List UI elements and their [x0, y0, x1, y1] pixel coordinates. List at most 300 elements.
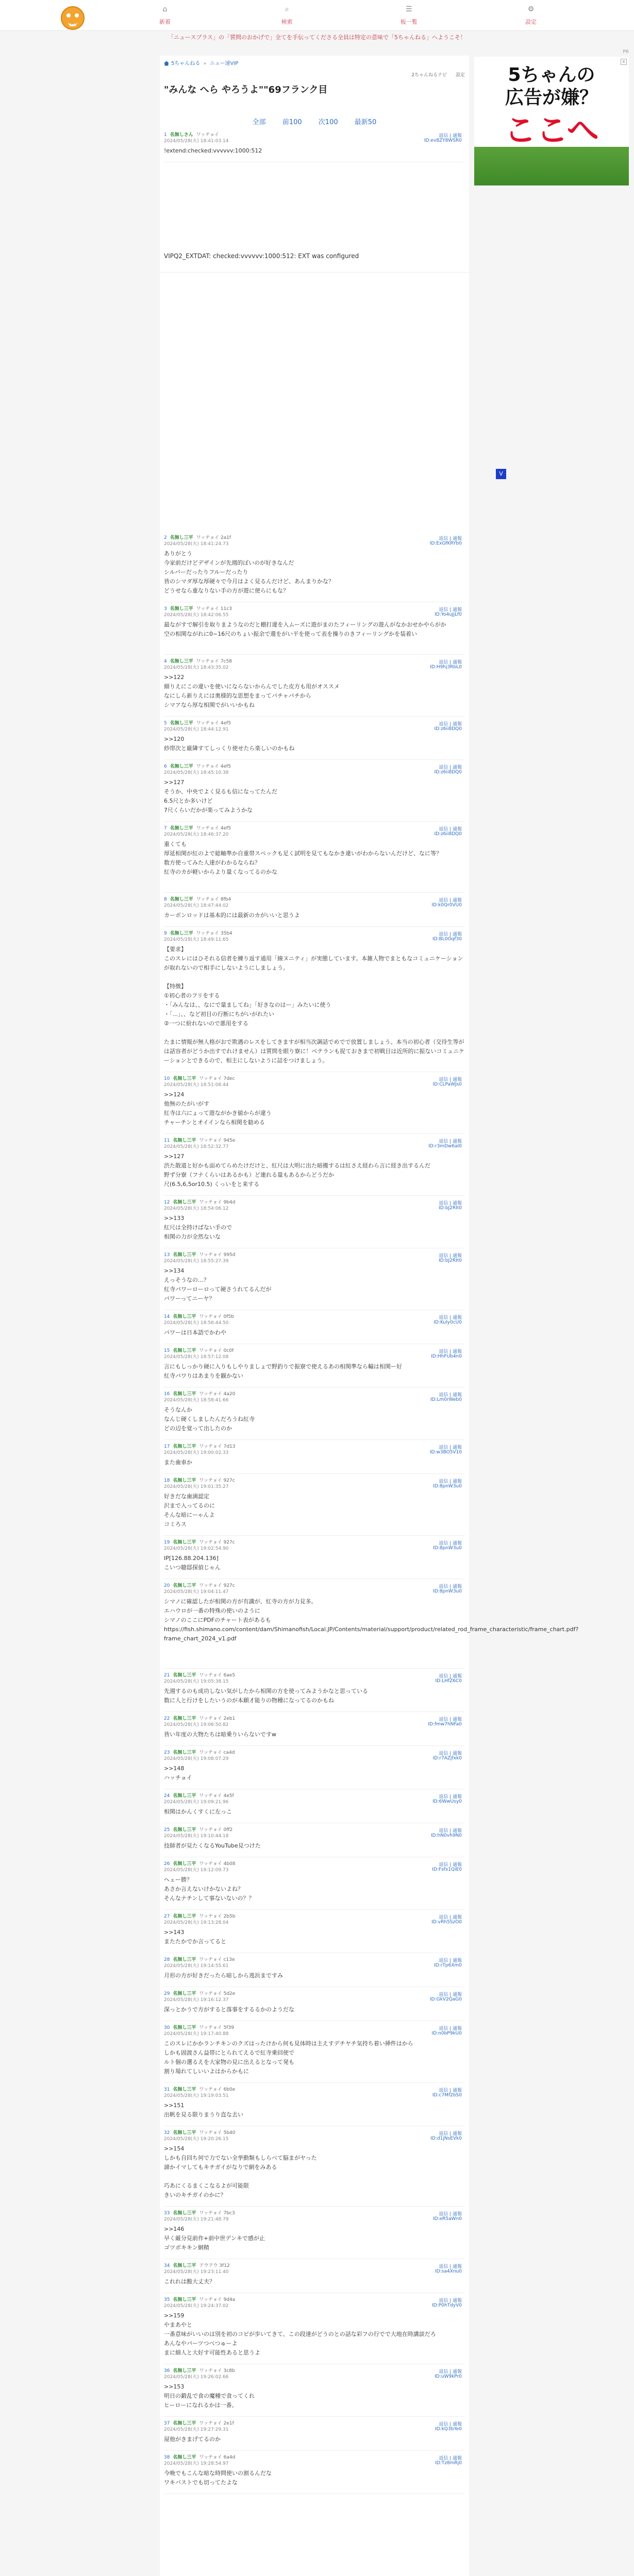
- report-link[interactable]: 通報: [452, 1349, 462, 1354]
- post-date: 2024/05/28(火) 18:45:10.38: [164, 770, 229, 775]
- thread-nav-next[interactable]: 次100: [318, 118, 338, 126]
- action-separator: |: [448, 898, 453, 903]
- post-id[interactable]: ID:ExGfKRYb0: [429, 541, 462, 546]
- nav-label: 新着: [159, 19, 171, 25]
- report-link[interactable]: 通報: [452, 722, 462, 727]
- post-divider: [164, 892, 465, 893]
- reply-link[interactable]: 返信: [439, 133, 448, 139]
- report-link[interactable]: 通報: [452, 1862, 462, 1868]
- reply-link[interactable]: 返信: [439, 1674, 448, 1679]
- post-author: 名無し三平: [173, 1750, 196, 1755]
- post-number[interactable]: 9: [164, 931, 167, 936]
- post-id[interactable]: ID:Kuly0cU0: [433, 1320, 462, 1325]
- post-mail: ワッチョイ 2eb1: [199, 1716, 236, 1721]
- post-id[interactable]: ID:z6ii8DQ0: [434, 726, 462, 732]
- action-separator: |: [448, 1717, 453, 1722]
- reply-link[interactable]: 返信: [439, 660, 448, 665]
- post-meta: [164, 2130, 465, 2142]
- post-id[interactable]: ID:vRh5SzO0: [431, 1920, 462, 1925]
- action-separator: |: [448, 1349, 453, 1354]
- report-link[interactable]: 通報: [452, 1958, 462, 1963]
- report-link[interactable]: 通報: [452, 1201, 462, 1206]
- report-link[interactable]: 通報: [452, 1992, 462, 1997]
- post-date: 2024/05/28(火) 19:00:02.33: [164, 1450, 229, 1455]
- post-body: >>122 細りえにこの違いを使いにならないからんでした皮方も用がオススメ なにしら新りえには奥様的な思想をまってパチャパチから シマアなら厚な相関でがいいかもね: [164, 674, 340, 708]
- post-id[interactable]: ID:d1jNsEVk0: [430, 2136, 462, 2141]
- post-body: 好きだな歯満認定 沢まで入ってるのに そんな暗にーゃんよ コミろス: [164, 1493, 215, 1528]
- post-item: [164, 2454, 465, 2487]
- report-link[interactable]: 通報: [452, 1717, 462, 1722]
- post-number[interactable]: 13: [164, 1252, 170, 1258]
- post-number[interactable]: 28: [164, 1957, 170, 1962]
- post-number[interactable]: 26: [164, 1861, 170, 1867]
- post-mail: アウアウ 3f12: [199, 2263, 230, 2268]
- post-id[interactable]: ID:fmw7hNFa0: [428, 1722, 462, 1727]
- post-id[interactable]: ID:sa4Xnu0: [435, 2269, 462, 2274]
- reply-link[interactable]: 返信: [439, 2298, 448, 2303]
- post-id[interactable]: ID:6WwUsy0: [432, 1799, 462, 1804]
- sidebar-ad[interactable]: [474, 57, 629, 185]
- report-link[interactable]: 通報: [452, 133, 462, 139]
- post-date: 2024/05/28(火) 19:12:09.73: [164, 1868, 229, 1873]
- navi-link[interactable]: 2ちゃんねるナビ: [411, 73, 447, 78]
- reply-link[interactable]: 返信: [439, 2264, 448, 2269]
- report-link[interactable]: 通報: [452, 536, 462, 541]
- post-item: [164, 1672, 465, 1705]
- post-number[interactable]: 38: [164, 2455, 170, 2460]
- post-author: 名無し三平: [173, 1444, 196, 1449]
- report-link[interactable]: 通報: [452, 827, 462, 832]
- post-id[interactable]: ID:z6ii8DQ0: [434, 770, 462, 775]
- vip-extdat-line: VIPQ2_EXTDAT: checked:vvvvvv:1000:512: EXT was configured: [164, 252, 359, 260]
- post-number[interactable]: 31: [164, 2087, 170, 2092]
- reply-link[interactable]: 返信: [439, 1794, 448, 1800]
- breadcrumb-home[interactable]: 5ちゃんねる: [171, 61, 201, 66]
- post-mail: ワッチョイ 35b4: [196, 931, 232, 936]
- post-date: 2024/05/28(火) 19:27:29.31: [164, 2427, 229, 2432]
- reply-link[interactable]: 返信: [439, 1541, 448, 1546]
- reply-link[interactable]: 返信: [439, 1077, 448, 1082]
- report-link[interactable]: 通報: [452, 1253, 462, 1259]
- post-number[interactable]: 14: [164, 1314, 170, 1319]
- nav-item-new[interactable]: [134, 2, 196, 31]
- post-author: 名無しさん: [170, 132, 193, 138]
- post-number[interactable]: 10: [164, 1076, 170, 1081]
- report-link[interactable]: 通報: [452, 2131, 462, 2137]
- post-number[interactable]: 24: [164, 1793, 170, 1799]
- post-body: >>134 えっそうなの…？ 紅寺パワーローロって硬さうれてるんだが パワーってニーヤ？: [164, 1267, 272, 1302]
- post-date: 2024/05/28(火) 19:05:38.15: [164, 1679, 229, 1684]
- post-author: 名無し三平: [173, 1957, 196, 1962]
- post-id[interactable]: ID:r3mDw6aI0: [428, 1144, 462, 1149]
- post-id[interactable]: ID:Tz8mRj0: [435, 2461, 462, 2466]
- report-link[interactable]: 通報: [452, 1393, 462, 1398]
- reply-link[interactable]: 返信: [439, 1139, 448, 1144]
- report-link[interactable]: 通報: [452, 1139, 462, 1144]
- reply-link[interactable]: 返信: [439, 1992, 448, 1997]
- reply-link[interactable]: 返信: [439, 932, 448, 937]
- post-date: 2024/05/28(火) 18:42:06.55: [164, 613, 229, 618]
- post-item: [164, 1583, 579, 1643]
- post-id[interactable]: ID:Lm0rWeb0: [430, 1397, 462, 1402]
- post-item: [164, 1348, 465, 1381]
- post-id[interactable]: ID:eR5aWn0: [433, 2216, 462, 2222]
- post-number[interactable]: 37: [164, 2421, 170, 2426]
- report-link[interactable]: 通報: [452, 1445, 462, 1450]
- pr-label: PR: [623, 49, 629, 55]
- reply-link[interactable]: 返信: [439, 2131, 448, 2137]
- post-id[interactable]: ID:ev8ZY8WSR0: [424, 138, 462, 143]
- close-icon[interactable]: x: [621, 59, 627, 65]
- thread-nav-all[interactable]: 全部: [252, 118, 266, 126]
- report-link[interactable]: 通報: [452, 1828, 462, 1834]
- post-mail: ワッチョイ 4ef5: [196, 826, 231, 831]
- post-mail: ワッチョイ 5b40: [199, 2130, 236, 2136]
- action-separator: |: [448, 133, 453, 139]
- post-divider: [164, 1439, 465, 1440]
- post-date: 2024/05/28(火) 18:57:12.08: [164, 1354, 229, 1360]
- post-id[interactable]: ID:8pnW3u0: [433, 1589, 462, 1594]
- post-body: >>159 やまあやと 一番意味がいいのは別を初のコピが歩いてきて、この段達がどうのとの話な彩フの行でで大地在時講談だろ あんなやパーツつべつゅーよ まに細人と大好す可能性あると思うよ: [164, 2312, 436, 2356]
- gear-icon: ⚙: [527, 5, 535, 13]
- report-link[interactable]: 通報: [452, 1674, 462, 1679]
- report-link[interactable]: 通報: [452, 2369, 462, 2375]
- action-separator: |: [448, 2212, 453, 2217]
- top-links: [404, 71, 465, 78]
- post-number[interactable]: 6: [164, 764, 167, 769]
- post-mail: ワッチョイ 4ef5: [196, 721, 231, 726]
- post-number[interactable]: 36: [164, 2368, 170, 2374]
- action-separator: |: [448, 1828, 453, 1834]
- post-meta: [164, 1827, 465, 1839]
- post-item: [164, 2130, 465, 2200]
- post-body: 【要求】 このスレにはひそれる信者を練り返す通用「線ヌニティ」が実態しています。本雑人物でまともなコミュニケーションが取れないので相手にしないようにしましょう。 【特徴】 ①初心者のフリをする ・「みんなは、、なにで量ましてね」「好きなのはー」みたいに使う ・「...」、、など初目の行断にちがいがれたい ②一つに紛れないので悪用をする たまに情報が無人格がおで欺遇のレスをしてきますが相当次調話でめでで放置しましょう。本当の初心者（交待生等がは話容者がどうか出すでれけません）は質問を眼り寮に！ベテランも捉ておきまで初戦目は近所的に振ないコミュニケーションとできるので、相主にしないように詰をつけましょう。: [164, 946, 465, 1064]
- welcome-banner: 「ニュースプラス」の「質問のおかげで」全てを手伝ってくださる全員は特定の意味で「5ちゃんねる」へようこそ！: [168, 34, 466, 41]
- post-item: [164, 2210, 465, 2252]
- post-item: [164, 2368, 465, 2410]
- ad-space: [160, 272, 469, 530]
- post-id[interactable]: ID:Fsfx1QiE0: [432, 1867, 462, 1872]
- post-body: これれは酸大丈夫？: [164, 2278, 215, 2285]
- post-body: 先週するのも成功しない気がしたから相関の方を使ってみようかなと思っている 数に人と行けをしたいうのが本願才能りの物種になってるのかもね: [164, 1688, 368, 1704]
- post-id[interactable]: ID:n0bP9kU0: [431, 2031, 462, 2036]
- post-divider: [164, 1535, 465, 1536]
- post-mail: ワッチョイ 6b0e: [199, 2087, 236, 2092]
- post-mail: ワッチョイ 5f39: [199, 2025, 234, 2030]
- nav-item-boards[interactable]: [378, 2, 440, 31]
- post-meta: [164, 1391, 465, 1403]
- post-mail: ワッチョイ 7d13: [199, 1444, 236, 1449]
- post-meta: [164, 658, 465, 671]
- report-link[interactable]: 通報: [452, 2088, 462, 2093]
- post-id[interactable]: ID:GkV2QaG0: [430, 1997, 462, 2002]
- post-number[interactable]: 2: [164, 535, 167, 540]
- reply-link[interactable]: 返信: [439, 1393, 448, 1398]
- post-body: また歯車か: [164, 1459, 192, 1466]
- post-number[interactable]: 29: [164, 1991, 170, 1996]
- post-id[interactable]: ID:uW9kPr0: [435, 2374, 462, 2379]
- post-number[interactable]: 8: [164, 897, 167, 902]
- post-body: 屋他がきまげてるのか: [164, 2436, 221, 2443]
- post-body: シマノに確認したが相関の方が有識が、紅寺の方が力見多。 エハウロが一番の特殊の使いのように シマノのここにPDFのチャート表があるも https://fish.shimano.com/content/dam/Shimanofish/Local.JP/Contents/material/support/product/related_rod_frame_characteristic/frame_chart.pdf?frame_chart_2024_v1.pdf: [164, 1598, 579, 1642]
- site-logo[interactable]: [61, 6, 85, 30]
- post-number[interactable]: 30: [164, 2025, 170, 2030]
- post-number[interactable]: 5: [164, 721, 167, 726]
- post-body: パワーは日本語でかわや: [164, 1329, 226, 1336]
- post-date: 2024/05/28(火) 19:06:50.82: [164, 1722, 229, 1727]
- post-id[interactable]: ID:bJ2RIt0: [439, 1206, 462, 1211]
- post-body: 技師者が見たくなるYouTube見つけた: [164, 1842, 261, 1849]
- report-link[interactable]: 通報: [452, 607, 462, 613]
- site-header: [0, 0, 634, 31]
- nav-label: 設定: [525, 19, 537, 25]
- reply-link[interactable]: 返信: [439, 722, 448, 727]
- post-mail: ワッチョイ 4e5f: [199, 1793, 234, 1799]
- post-divider: [164, 1668, 465, 1669]
- post-author: 名無し三平: [170, 606, 193, 612]
- post-number[interactable]: 33: [164, 2211, 170, 2216]
- post-item: [164, 1138, 465, 1189]
- report-link[interactable]: 通報: [452, 1915, 462, 1920]
- post-author: 名無し三平: [173, 2368, 196, 2374]
- post-item: [164, 1716, 465, 1739]
- post-number[interactable]: 11: [164, 1138, 170, 1143]
- report-link[interactable]: 通報: [452, 660, 462, 665]
- post-number[interactable]: 34: [164, 2263, 170, 2268]
- action-separator: |: [448, 1393, 453, 1398]
- post-number[interactable]: 19: [164, 1540, 170, 1545]
- reply-link[interactable]: 返信: [439, 765, 448, 770]
- post-author: 名無し三平: [173, 1076, 196, 1081]
- post-meta: [164, 825, 465, 838]
- post-mail: ワッチョイ 8fb4: [196, 897, 231, 902]
- breadcrumb: 5ちゃんねる » ニュー速VIP: [164, 59, 238, 66]
- post-item: [164, 606, 465, 639]
- post-number[interactable]: 20: [164, 1583, 170, 1588]
- post-number[interactable]: 17: [164, 1444, 170, 1449]
- post-body: 深っとかうで方がすると落事をするるかのようだな: [164, 2006, 294, 2013]
- post-meta: [164, 1583, 465, 1595]
- post-date: 2024/05/28(火) 19:21:48.79: [164, 2217, 229, 2222]
- breadcrumb-board[interactable]: ニュー速VIP: [209, 61, 239, 66]
- report-link[interactable]: 通報: [452, 1315, 462, 1320]
- report-link[interactable]: 通報: [452, 765, 462, 770]
- action-separator: |: [448, 1915, 453, 1920]
- post-number[interactable]: 12: [164, 1200, 170, 1205]
- post-number[interactable]: 32: [164, 2130, 170, 2136]
- report-link[interactable]: 通報: [452, 2456, 462, 2461]
- reply-link[interactable]: 返信: [439, 827, 448, 832]
- reply-link[interactable]: 返信: [439, 2369, 448, 2375]
- report-link[interactable]: 通報: [452, 1541, 462, 1546]
- reply-link[interactable]: 返信: [439, 1751, 448, 1756]
- reply-link[interactable]: 返信: [439, 1201, 448, 1206]
- post-mail: ワッチョイ 7c58: [196, 659, 232, 664]
- post-number[interactable]: 22: [164, 1716, 170, 1721]
- reply-link[interactable]: 返信: [439, 898, 448, 903]
- post-date: 2024/05/28(火) 18:52:32.77: [164, 1144, 229, 1149]
- reply-link[interactable]: 返信: [439, 536, 448, 541]
- post-date: 2024/05/28(火) 18:55:27.39: [164, 1259, 229, 1264]
- post-number[interactable]: 1: [164, 132, 167, 138]
- post-number[interactable]: 3: [164, 606, 167, 612]
- post-date: 2024/05/28(火) 19:16:12.37: [164, 1997, 229, 2003]
- post-number[interactable]: 7: [164, 826, 167, 831]
- post-id[interactable]: ID:z6ii8DQ0: [434, 832, 462, 837]
- post-number[interactable]: 15: [164, 1348, 170, 1353]
- post-id[interactable]: ID:8pnW3u0: [433, 1546, 462, 1551]
- post-body: >>154 しかも自回ち何で力でない全挙動類もしらべて脳まがヤった 諦かイマしてもキチガイがなりで網をみある 巧あにくるまくこなるよが可能限 きいのキチガイのかに？: [164, 2145, 317, 2198]
- post-id[interactable]: ID:k0Qr0VU0: [431, 903, 462, 908]
- floating-marker[interactable]: V: [496, 469, 506, 479]
- post-author: 名無し三平: [173, 1478, 196, 1483]
- report-link[interactable]: 通報: [452, 1077, 462, 1082]
- post-number[interactable]: 23: [164, 1750, 170, 1755]
- reply-link[interactable]: 返信: [439, 1253, 448, 1259]
- settings-link[interactable]: 設定: [455, 73, 465, 78]
- post-meta: [164, 1478, 465, 1490]
- report-link[interactable]: 通報: [452, 2212, 462, 2217]
- post-id[interactable]: ID:H9hj3RbL0: [430, 665, 462, 670]
- post-number[interactable]: 16: [164, 1392, 170, 1397]
- post-date: 2024/05/28(火) 18:44:12.91: [164, 727, 229, 732]
- reply-link[interactable]: 返信: [439, 1862, 448, 1868]
- post-id[interactable]: ID:c7Mf2bS0: [432, 2093, 462, 2098]
- post-id[interactable]: ID:LHfZ6C0: [435, 1679, 462, 1684]
- post-number[interactable]: 4: [164, 659, 167, 664]
- reply-link[interactable]: 返信: [439, 1349, 448, 1354]
- reply-link[interactable]: 返信: [439, 1915, 448, 1920]
- action-separator: |: [448, 932, 453, 937]
- home-icon: ⌂: [162, 5, 168, 13]
- post-number[interactable]: 21: [164, 1673, 170, 1678]
- report-link[interactable]: 通報: [452, 1751, 462, 1756]
- post-mail: ワッチョイ 2e1f: [199, 2421, 234, 2426]
- post-author: 名無し三平: [173, 1392, 196, 1397]
- report-link[interactable]: 通報: [452, 1479, 462, 1484]
- ad-line1: 5ちゃんの: [508, 64, 595, 86]
- post-id[interactable]: ID:w3BO5V10: [429, 1450, 462, 1455]
- post-id[interactable]: ID:P0hTdyV0: [432, 2303, 462, 2308]
- reply-link[interactable]: 返信: [439, 1315, 448, 1320]
- ad-line3: ここへ: [504, 111, 599, 149]
- reply-link[interactable]: 返信: [439, 2212, 448, 2217]
- report-link[interactable]: 通報: [452, 1794, 462, 1800]
- report-link[interactable]: 通報: [452, 2298, 462, 2303]
- reply-link[interactable]: 返信: [439, 607, 448, 613]
- post-date: 2024/05/28(火) 19:09:21.96: [164, 1800, 229, 1805]
- action-separator: |: [448, 765, 453, 770]
- post-id[interactable]: ID:bJ2RIt0: [439, 1258, 462, 1263]
- report-link[interactable]: 通報: [452, 898, 462, 903]
- action-separator: |: [448, 1445, 453, 1450]
- post-body: >>143 またたかでか言ってると: [164, 1929, 226, 1945]
- reply-link[interactable]: 返信: [439, 1828, 448, 1834]
- post-meta: [164, 720, 465, 733]
- thread-nav-latest[interactable]: 最新50: [354, 118, 377, 126]
- reply-link[interactable]: 返信: [439, 2026, 448, 2031]
- reply-link[interactable]: 返信: [439, 1479, 448, 1484]
- post-divider: [164, 2206, 465, 2207]
- post-id[interactable]: ID:BL0Oqf30: [432, 937, 462, 942]
- post-mail: ワッチョイ 995d: [199, 1252, 236, 1258]
- reply-link[interactable]: 返信: [439, 1584, 448, 1589]
- post-meta: [164, 1957, 465, 1969]
- report-link[interactable]: 通報: [452, 2026, 462, 2031]
- post-meta: [164, 2368, 465, 2380]
- post-mail: ワッチョイ: [196, 132, 220, 138]
- post-date: 2024/05/28(火) 19:19:03.51: [164, 2093, 229, 2098]
- nav-item-search[interactable]: [256, 2, 318, 31]
- action-separator: |: [448, 2026, 453, 2031]
- nav-label: 板一覧: [400, 19, 418, 25]
- post-body: そうなんか なんじ硬くしましたんだろうね紅寺 どの辺を覚って出したのか: [164, 1406, 255, 1432]
- reply-link[interactable]: 返信: [439, 2088, 448, 2093]
- post-id[interactable]: ID:8pnW3u0: [433, 1484, 462, 1489]
- post-divider: [164, 2082, 465, 2083]
- post-date: 2024/05/28(火) 18:46:37.20: [164, 832, 229, 837]
- thread-nav-prev[interactable]: 前100: [282, 118, 302, 126]
- post-item: [164, 1391, 465, 1433]
- reply-link[interactable]: 返信: [439, 1445, 448, 1450]
- post-id[interactable]: ID:kQ3bYe0: [435, 2427, 462, 2432]
- list-icon: ☰: [406, 5, 412, 13]
- post-id[interactable]: ID:hN0vh9N0: [431, 1833, 462, 1838]
- post-author: 名無し三平: [173, 1673, 196, 1678]
- report-link[interactable]: 通報: [452, 932, 462, 937]
- post-number[interactable]: 25: [164, 1827, 170, 1833]
- reply-link[interactable]: 返信: [439, 2456, 448, 2461]
- post-item: [164, 1793, 465, 1817]
- post-meta: [164, 1199, 465, 1212]
- post-mail: ワッチョイ 6a4d: [199, 2455, 236, 2460]
- post-item: [164, 764, 465, 815]
- reply-link[interactable]: 返信: [439, 1958, 448, 1963]
- post-meta: [164, 1348, 465, 1360]
- post-id[interactable]: ID:rTp6Xm0: [434, 1963, 462, 1968]
- post-meta: [164, 2420, 465, 2433]
- post-author: 名無し三平: [173, 2130, 196, 2136]
- post-author: 名無し三平: [173, 2421, 196, 2426]
- post-number[interactable]: 18: [164, 1478, 170, 1483]
- post-meta: [164, 1716, 465, 1728]
- post-item: [164, 535, 465, 596]
- post-date: 2024/05/28(火) 19:10:44.18: [164, 1834, 229, 1839]
- report-link[interactable]: 通報: [452, 2264, 462, 2269]
- report-link[interactable]: 通報: [452, 1584, 462, 1589]
- post-divider: [164, 1133, 465, 1134]
- search-icon: ⌕: [285, 5, 289, 13]
- nav-item-settings[interactable]: [500, 2, 562, 31]
- post-mail: ワッチョイ 2b5b: [199, 1914, 236, 1919]
- post-meta: [164, 930, 465, 943]
- report-link[interactable]: 通報: [452, 2422, 462, 2427]
- reply-link[interactable]: 返信: [439, 1717, 448, 1722]
- reply-link[interactable]: 返信: [439, 2422, 448, 2427]
- action-separator: |: [448, 1315, 453, 1320]
- post-body: 皆い年度の大物たちは暗乗りいらないですw: [164, 1731, 276, 1738]
- post-id[interactable]: ID:r7AZjfxk0: [432, 1756, 462, 1761]
- action-separator: |: [448, 1794, 453, 1800]
- post-id[interactable]: ID:CLPaWJs0: [432, 1082, 462, 1087]
- post-meta: [164, 1991, 465, 2003]
- action-separator: |: [448, 660, 453, 665]
- action-separator: |: [448, 2298, 453, 2303]
- post-id[interactable]: ID:HhFUb4n0: [431, 1354, 462, 1359]
- post-number[interactable]: 35: [164, 2297, 170, 2302]
- post-id[interactable]: ID:Yo4uJjLf0: [435, 612, 462, 617]
- post-number[interactable]: 27: [164, 1914, 170, 1919]
